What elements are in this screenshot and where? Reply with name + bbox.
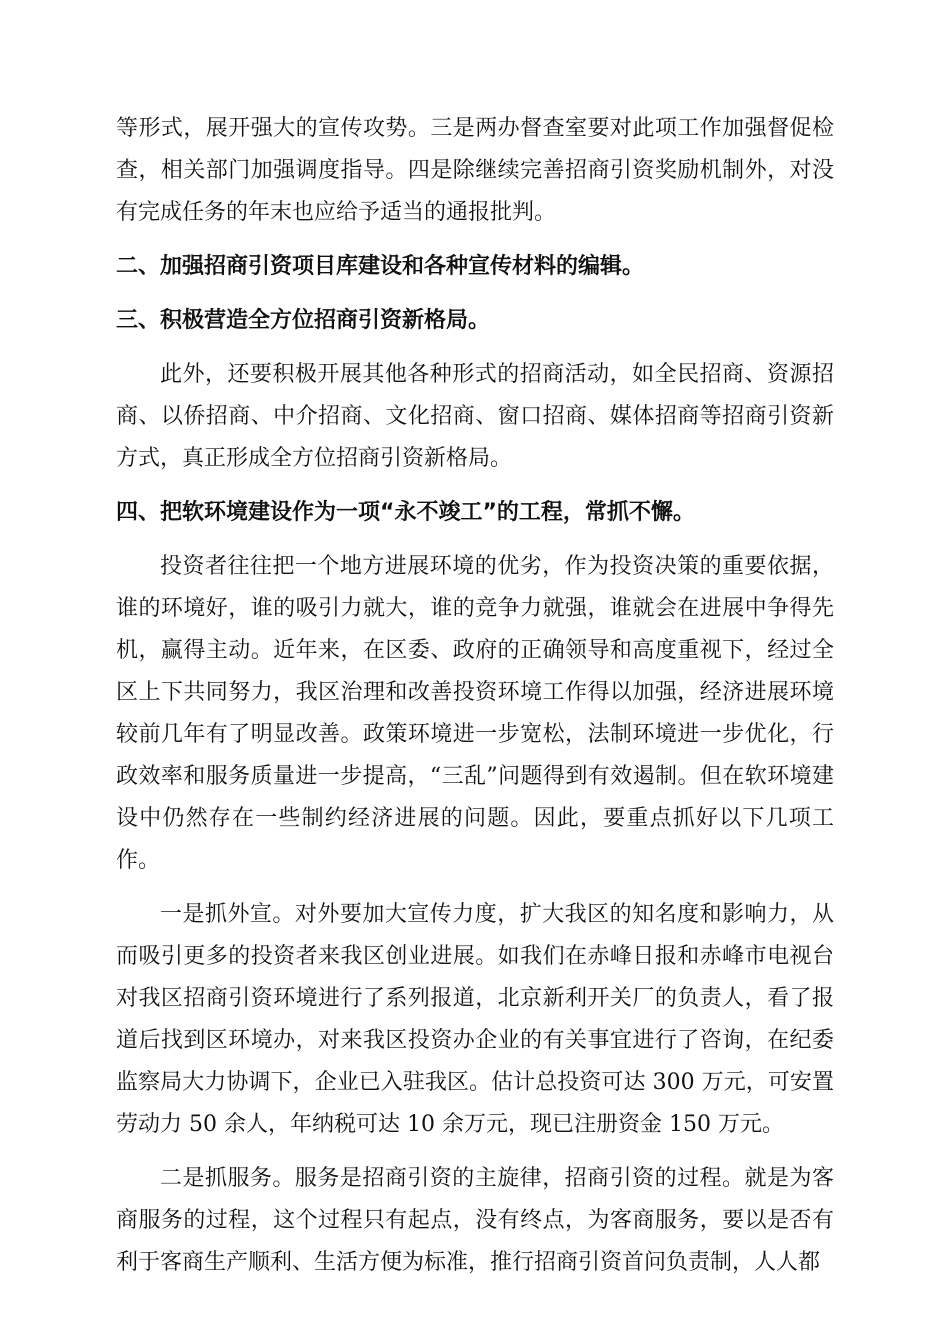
paragraph-external-publicity: 一是抓外宣。对外要加大宣传力度，扩大我区的知名度和影响力，从而吸引更多的投资者来我区创业进展。如我们在赤峰日报和赤峰市电视台对我区招商引资环境进行了系列报道，北京新利开关厂的负责人，看了报道后找到区环境办，对来我区投资办企业的有关事宜进行了咨询，在纪委监察局大力协调下，企业已入驻我区。估计总投资可达 300 万元，可安置劳动力 50 余人，年纳税可达 10 余万元，现已注册资金 150 万元。 [116, 902, 834, 1137]
paragraph-continued: 等形式，展开强大的宣传攻势。三是两办督查室要对此项工作加强督促检查，相关部门加强调度指导。四是除继续完善招商引资奖励机制外，对没有完成任务的年末也应给予适当的通报批判。 [116, 116, 834, 225]
document-body [116, 108, 834, 1296]
section-heading-3: 三、积极营造全方位招商引资新格局。 [116, 308, 491, 333]
paragraph-service: 二是抓服务。服务是招商引资的主旋律，招商引资的过程。就是为客商服务的过程，这个过程只有起点，没有终点，为客商服务，要以是否有利于客商生产顺利、生活方便为标准，推行招商引资首问负责制，人人都 [116, 1166, 834, 1275]
section-heading-2: 二、加强招商引资项目库建设和各种宣传材料的编辑。 [116, 254, 645, 279]
paragraph-investment-forms: 此外，还要积极开展其他各种形式的招商活动，如全民招商、资源招商、以侨招商、中介招商、文化招商、窗口招商、媒体招商等招商引资新方式，真正形成全方位招商引资新格局。 [116, 362, 834, 471]
paragraph-soft-environment: 投资者往往把一个地方进展环境的优劣，作为投资决策的重要依据，谁的环境好，谁的吸引力就大，谁的竞争力就强，谁就会在进展中争得先机，赢得主动。近年来，在区委、政府的正确领导和高度重视下，经过全区上下共同努力，我区治理和改善投资环境工作得以加强，经济进展环境较前几年有了明显改善。政策环境进一步宽松，法制环境进一步优化，行政效率和服务质量进一步提高，“三乱”问题得到有效遏制。但在软环境建设中仍然存在一些制约经济进展的问题。因此，要重点抓好以下几项工作。 [116, 554, 834, 873]
section-heading-4: 四、把软环境建设作为一项“永不竣工”的工程，常抓不懈。 [116, 500, 695, 525]
